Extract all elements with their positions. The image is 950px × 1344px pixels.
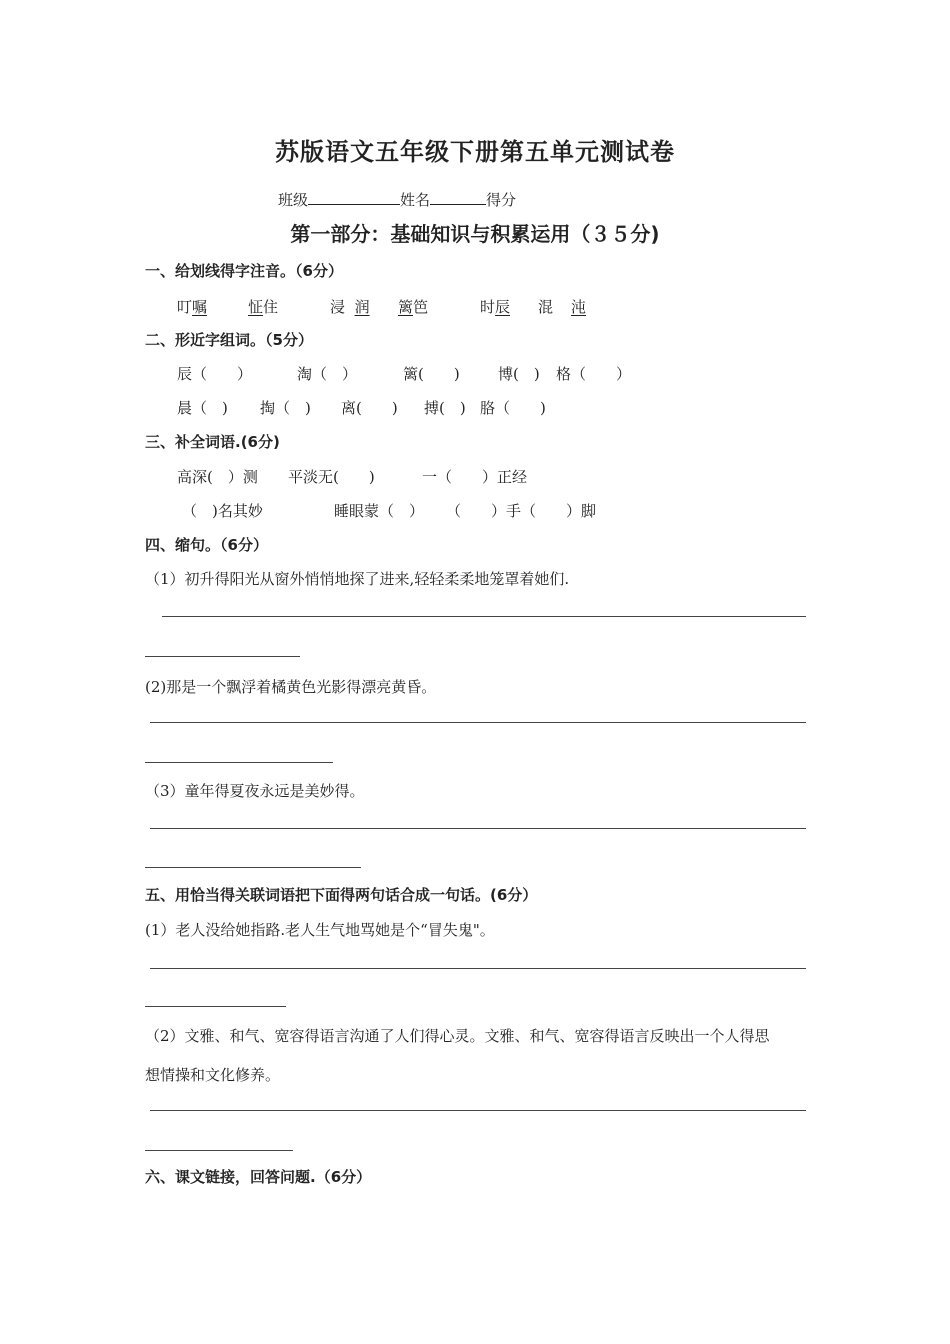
s5-question-2-line-2: 想情操和文化修养。 (145, 1066, 281, 1084)
s1-word-5: 时辰 (480, 298, 511, 316)
name-label: 姓名 (400, 191, 431, 209)
answer-line[interactable] (145, 1006, 286, 1007)
s1-word-4: 篱笆 (398, 298, 429, 316)
s2-r1-1: 辰（ ） (177, 365, 253, 383)
s2-r2-3: 离( ) (341, 399, 398, 417)
s1-word-3: 浸 润 (330, 298, 370, 316)
answer-line[interactable] (150, 828, 806, 829)
answer-line[interactable] (145, 1150, 293, 1151)
s2-r1-3: 篱( ) (403, 365, 460, 383)
s4-question-1: （1）初升得阳光从窗外悄悄地探了进来,轻轻柔柔地笼罩着她们. (145, 570, 570, 588)
part-heading: 第一部分：基础知识与积累运用（３５分) (290, 222, 660, 246)
student-info (278, 189, 516, 210)
s4-question-2: (2)那是一个飘浮着橘黄色光影得漂亮黄昏。 (145, 678, 437, 696)
answer-line[interactable] (145, 762, 333, 763)
section-2-heading: 二、形近字组词。（5分） (145, 331, 313, 349)
answer-line[interactable] (145, 867, 361, 868)
answer-line[interactable] (150, 1110, 806, 1111)
section-5-heading: 五、用恰当得关联词语把下面得两句话合成一句话。(6分） (145, 886, 538, 904)
score-label: 得分 (486, 191, 517, 209)
s2-r2-5: 胳（ ) (480, 399, 546, 417)
section-3-heading: 三、补全词语.(6分) (145, 433, 280, 451)
class-blank[interactable] (308, 190, 400, 205)
section-1-heading: 一、给划线得字注音。（6分） (145, 262, 343, 280)
s2-r1-4: 博( ) (498, 365, 540, 383)
s3-r1-1: 高深( ）测 (177, 468, 258, 486)
s2-r2-4: 搏( ) (424, 399, 466, 417)
name-blank[interactable] (430, 190, 486, 205)
s5-question-2-line-1: （2）文雅、和气、宽容得语言沟通了人们得心灵。文雅、和气、宽容得语言反映出一个人得思 (145, 1027, 770, 1045)
answer-line[interactable] (162, 616, 806, 617)
s3-r2-2: 睡眼蒙（ ） (334, 502, 425, 520)
s4-question-3: （3）童年得夏夜永远是美妙得。 (145, 782, 365, 800)
s1-word-1: 叮嘱 (177, 298, 208, 316)
s3-r2-3: （ ）手（ ）脚 (446, 502, 597, 520)
s5-question-1: (1）老人没给她指路.老人生气地骂她是个“冒失鬼"。 (145, 921, 495, 939)
s3-r2-1: （ )名其妙 (182, 502, 263, 520)
s1-word-7: 沌 (571, 298, 587, 316)
class-label: 班级 (278, 191, 309, 209)
s2-r2-2: 掏（ ) (260, 399, 311, 417)
answer-line[interactable] (145, 656, 300, 657)
s1-word-6: 混 (538, 298, 554, 316)
s2-r2-1: 晨（ ) (177, 399, 228, 417)
s1-word-2: 怔住 (248, 298, 279, 316)
page-title: 苏版语文五年级下册第五单元测试卷 (275, 138, 675, 166)
section-6-heading: 六、课文链接，回答问题.（6分） (145, 1168, 372, 1186)
section-4-heading: 四、缩句。（6分） (145, 536, 268, 554)
answer-line[interactable] (150, 722, 806, 723)
answer-line[interactable] (150, 968, 806, 969)
s2-r1-2: 淘（ ） (297, 365, 358, 383)
s3-r1-3: 一（ ）正经 (422, 468, 528, 486)
s3-r1-2: 平淡无( ) (288, 468, 375, 486)
s2-r1-5: 格（ ） (556, 365, 632, 383)
